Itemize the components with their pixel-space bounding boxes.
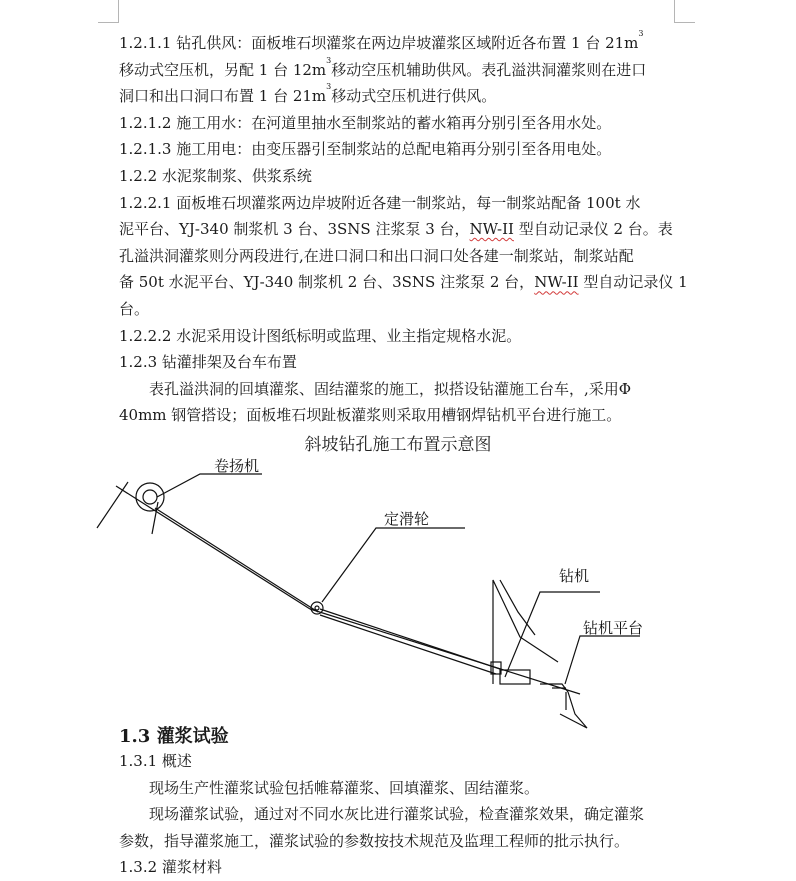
spellcheck-underline: NW-II [534,273,579,292]
leader-winch [157,474,262,497]
heading-1-3-2: 1.3.2 灌浆材料 [119,858,222,877]
diagram-title: 斜坡钻孔施工布置示意图 [304,435,492,455]
paragraph-1-2-2-1-line1: 1.2.2.1 面板堆石坝灌浆两边岸坡附近各建一制浆站，每一制浆站配备 100t 水 [119,193,641,212]
heading-1-2-2: 1.2.2 水泥浆制浆、供浆系统 [119,166,312,185]
winch-icon [136,483,164,511]
slope-line-upper [116,486,310,609]
margin-corner-top-left [98,0,119,23]
slope-drilling-diagram [0,452,796,732]
paragraph-1-2-2-1-line3: 孔溢洪洞灌浆则分两段进行,在进口洞口和出口洞口处各建一制浆站，制浆站配 [119,246,634,265]
paragraph-1-2-2-1-line2: 泥平台、YJ-340 制浆机 3 台、3SNS 注浆泵 3 台，NW-II 型自动记录仪 2 台。表 [119,220,673,239]
spellcheck-underline: NW-II [469,220,514,239]
hatch-mark [152,502,158,534]
label-winch: 卷扬机 [214,457,260,475]
winch-hub-icon [143,490,157,504]
label-pulley: 定滑轮 [384,510,430,528]
paragraph-1-2-3-line2: 40mm 钢管搭设；面板堆石坝趾板灌浆则采取用槽钢焊钻机平台进行施工。 [119,406,622,425]
slope-line-lower [310,609,580,694]
drill-rig-mast [500,580,535,635]
label-drill-platform: 钻机平台 [583,619,644,637]
cable-upper [155,508,318,612]
document-body-upper [119,29,688,429]
paragraph-test-line2: 参数，指导灌浆施工，灌浆试验的参数按技术规范及监理工程师的批示执行。 [119,831,630,850]
paragraph-1-2-1-2: 1.2.1.2 施工用水：在河道里抽水至制浆站的蓄水箱再分别引至各用水处。 [119,113,612,132]
paragraph-1-2-1-1-line2: 移动式空压机，另配 1 台 $12m^3$移动空压机辅助供风。表孔溢洪洞灌浆则在进口 [119,55,647,79]
heading-1-3: 1.3 灌浆试验 [119,726,229,747]
paragraph-overview: 现场生产性灌浆试验包括帷幕灌浆、回填灌浆、固结灌浆。 [149,778,540,797]
pulley-hub-icon [315,606,319,610]
paragraph-1-2-2-1-line5: 台。 [119,299,150,318]
paragraph-1-2-2-2: 1.2.2.2 水泥采用设计图纸标明或监理、业主指定规格水泥。 [119,326,522,345]
document-body-lower [119,748,679,881]
leader-platform [565,636,640,684]
paragraph-1-2-1-3: 1.2.1.3 施工用电：由变压器引至制浆站的总配电箱再分别引至各用电处。 [119,140,612,159]
hatch-mark [97,482,128,528]
paragraph-1-2-3-line1: 表孔溢洪洞的回填灌浆、固结灌浆的施工，拟搭设钻灌施工台车，,采用Φ [149,379,632,398]
margin-corner-top-right [674,0,695,23]
drill-platform-icon [540,684,587,728]
paragraph-1-2-1-1-line1: 1.2.1.1 钻孔供风：面板堆石坝灌浆在两边岸坡灌浆区域附近各布置 1 台 $21m^3$ [119,29,644,52]
paragraph-test-line1: 现场灌浆试验，通过对不同水灰比进行灌浆试验，检查灌浆效果，确定灌浆 [149,805,645,824]
heading-1-2-3: 1.2.3 钻灌排架及台车布置 [119,353,297,372]
leader-pulley [322,528,465,602]
cable-lower-2 [320,609,500,669]
label-drill: 钻机 [559,567,590,585]
heading-1-3-1: 1.3.1 概述 [119,752,192,770]
paragraph-1-2-1-1-line3: 洞口和出口洞口布置 1 台 $21m^3$移动式空压机进行供风。 [119,82,497,106]
drill-rig-frame [493,580,558,684]
cable-lower [320,615,496,674]
paragraph-1-2-2-1-line4: 备 50t 水泥平台、YJ-340 制浆机 2 台、3SNS 注浆泵 2 台，NW-II 型自动记录仪 1 [119,273,688,292]
